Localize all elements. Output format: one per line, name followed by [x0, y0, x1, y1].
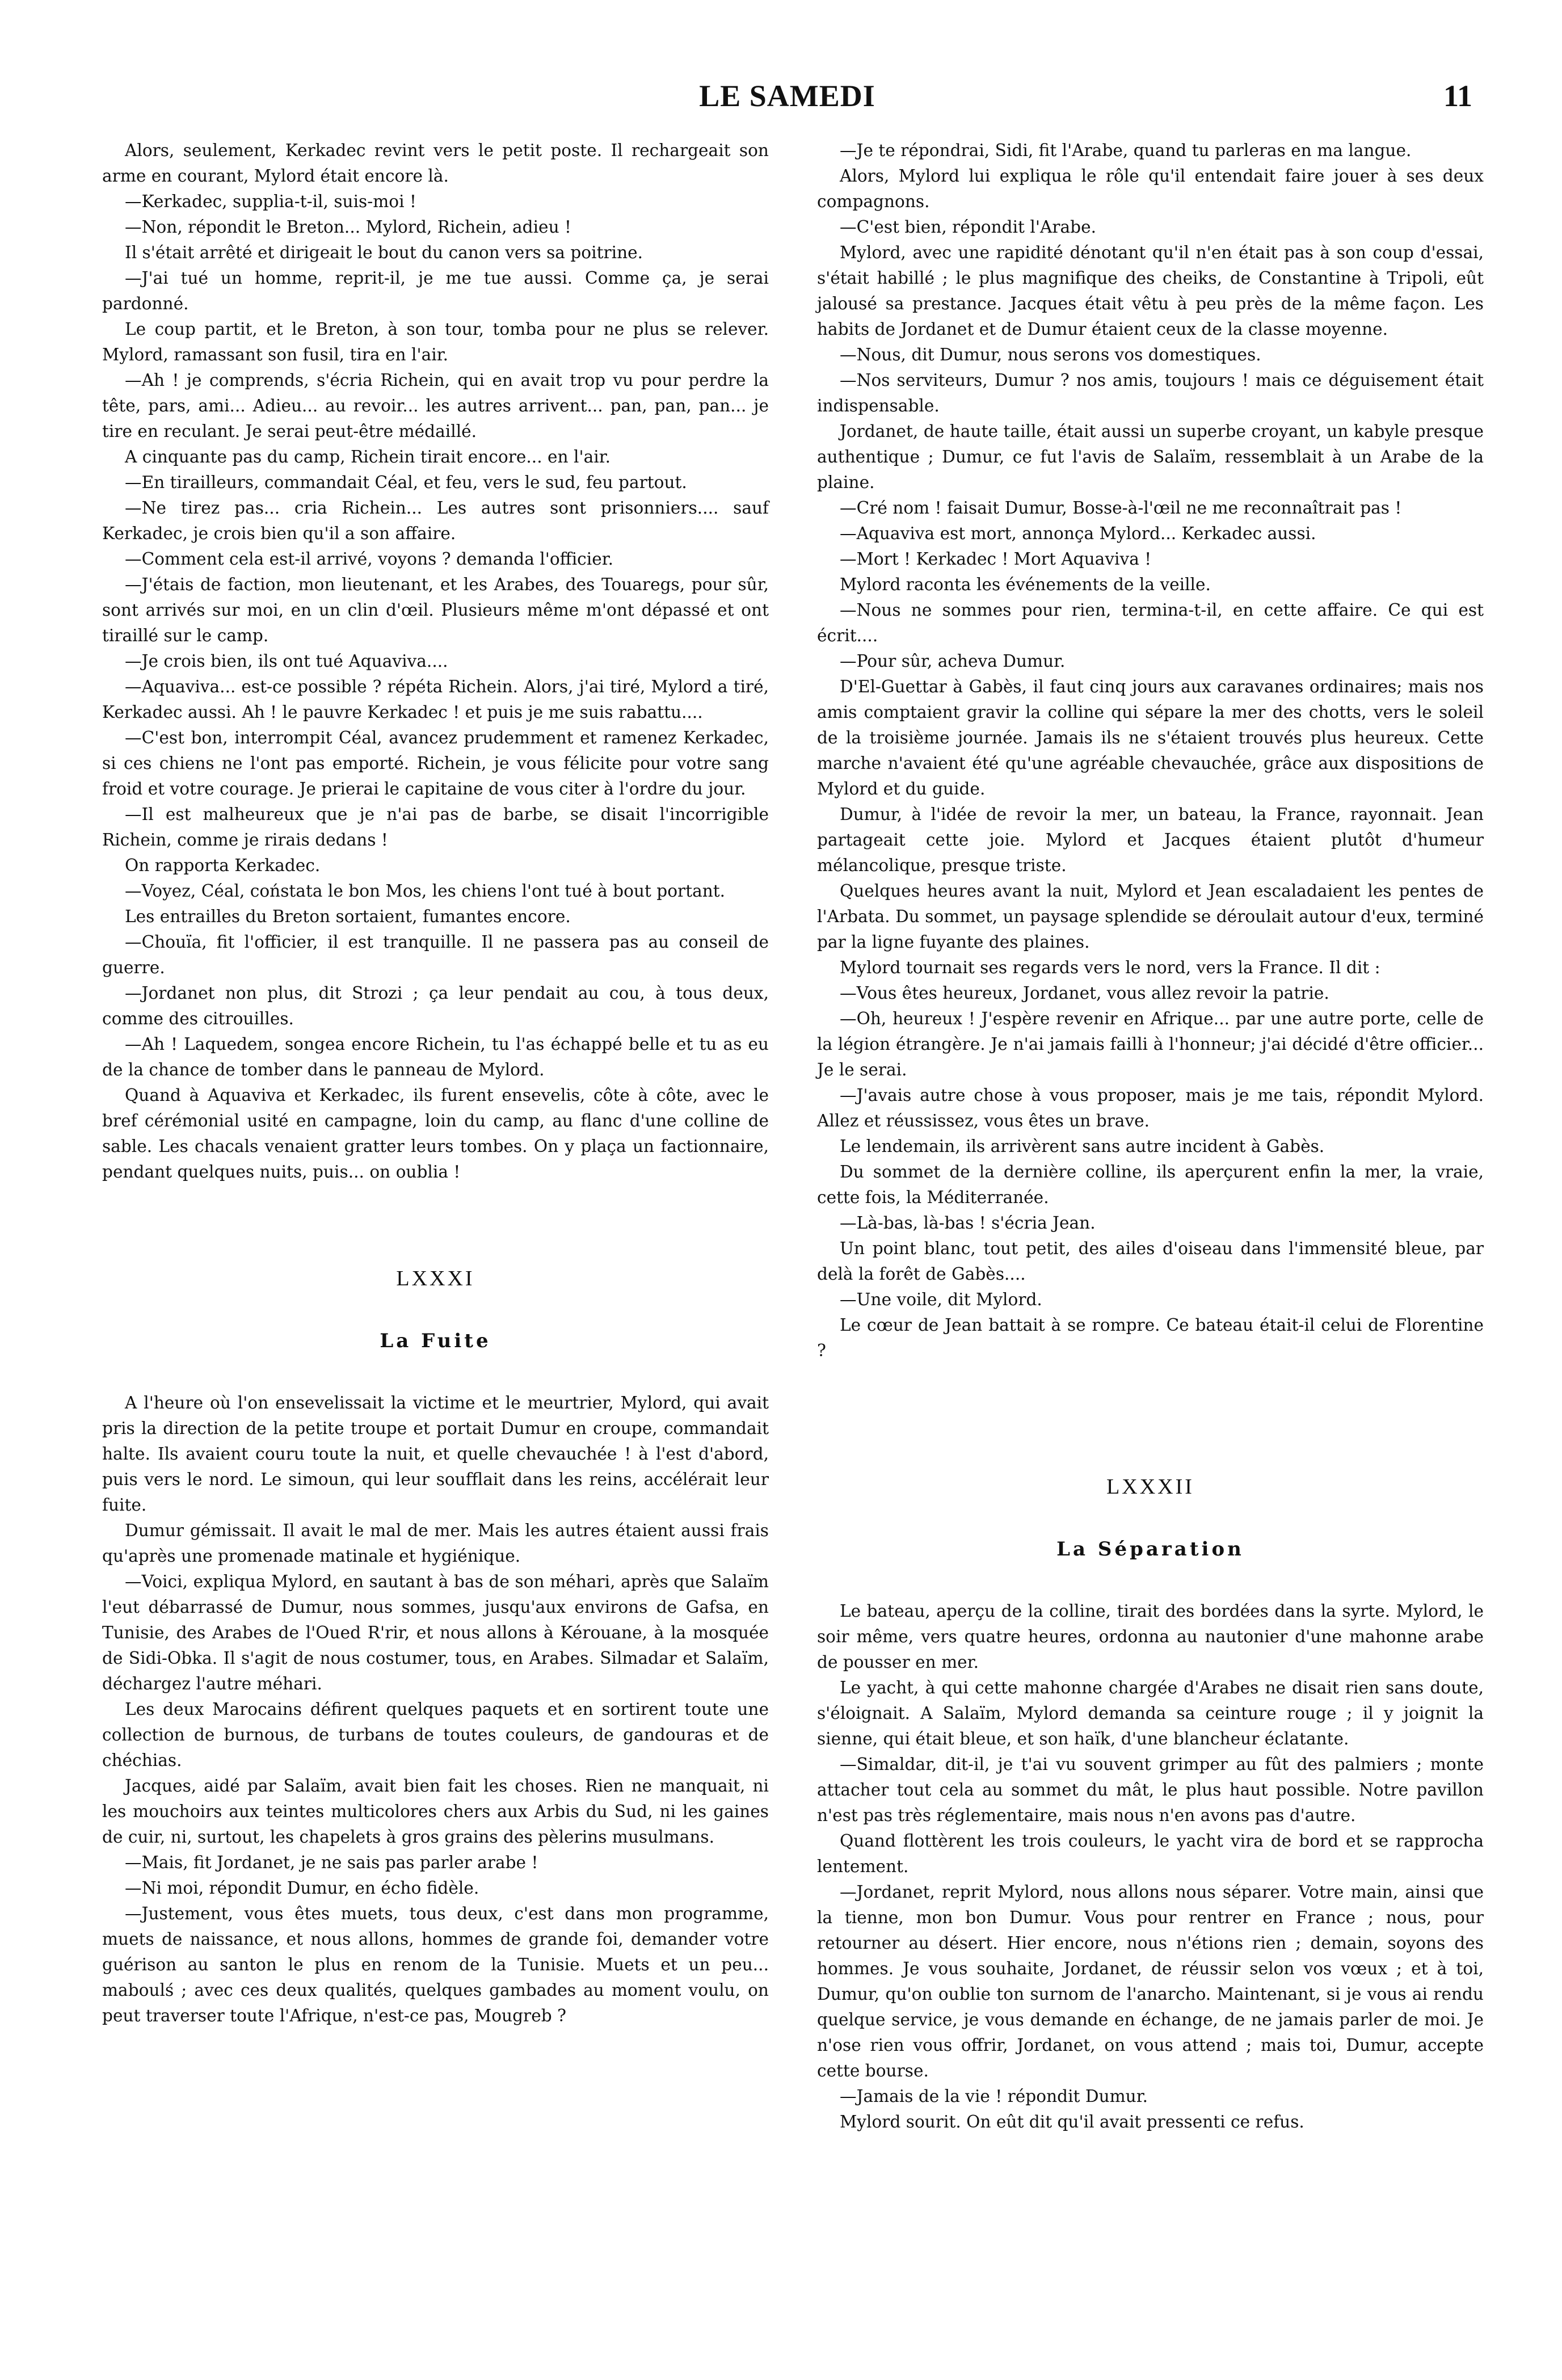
paragraph: —J'avais autre chose à vous proposer, mais je me tais, répondit Mylord. Allez et réussissez, vous êtes un brave. — [817, 1086, 1484, 1130]
paragraph: Mylord, avec une rapidité dénotant qu'il n'en était pas à son coup d'essai, s'était habillé ; le plus magnifique des cheiks, de Constantine à Tripoli, eût jalousé sa prestance. Jacques était vêtu à peu près de la même façon. Les habits de Jordanet et de Dumur étaient ceux de la classe moyenne. — [817, 243, 1484, 339]
paragraph: On rapporta Kerkadec. — [125, 856, 321, 875]
chapter-number-lxxxi: LXXXI — [396, 1267, 475, 1290]
paragraph: Quand à Aquaviva et Kerkadec, ils furent ensevelis, côte à côte, avec le bref cérémonial usité en campagne, loin du camp, au flanc d'une colline de sable. Les chacals venaient gratter leurs tombes. On y plaça un factionnaire, pendant quelques nuits, puis... on oublia ! — [102, 1086, 769, 1181]
paragraph: —Justement, vous êtes muets, tous deux, c'est dans mon programme, muets de naissance, et nous allons, hommes de grande foi, demander votre guérison au santon le plus en renom de la Tunisie. Muets et un peu... maboulś ; avec ces deux qualités, quelques gambades au moment voulu, on peut traverser toute l'Afrique, n'est-ce pas, Mougreb ? — [102, 1904, 769, 2025]
chapter-number-lxxxii: LXXXII — [1106, 1475, 1194, 1499]
paragraph: —Simaldar, dit-il, je t'ai vu souvent grimper au fût des palmiers ; monte attacher tout cela au sommet du mât, le plus haut possible. Notre pavillon n'est pas très réglementaire, mais nous n'en avons pas d'autre. — [817, 1755, 1484, 1825]
paragraph: —Kerkadec, supplia-t-il, suis-moi ! — [125, 192, 416, 211]
paragraph: Dumur, à l'idée de revoir la mer, un bateau, la France, rayonnait. Jean partageait cette joie. Mylord et Jacques étaient plutôt d'humeur mélancolique, presque triste. — [817, 805, 1484, 875]
paragraph: —C'est bien, répondit l'Arabe. — [840, 217, 1096, 237]
paragraph: A l'heure où l'on ensevelissait la victime et le meurtrier, Mylord, qui avait pris la direction de la petite troupe et portait Dumur en croupe, commandait halte. Ils avaient couru toute la nuit, et quelle chevauchée ! à l'est d'abord, puis vers le nord. Le simoun, qui leur soufflait dans les reins, accélérait leur fuite. — [102, 1393, 769, 1515]
paragraph: —Voici, expliqua Mylord, en sautant à bas de son méhari, après que Salaïm l'eut débarrassé de Dumur, nous sommes, jusqu'aux environs de Gafsa, en Tunisie, des Arabes de l'Oued R'rir, et nous allons à Kérouane, à la mosquée de Sidi-Obka. Il s'agit de nous costumer, tous, en Arabes. Silmadar et Salaïm, déchargez l'autre méhari. — [102, 1572, 769, 1693]
paragraph: —Jamais de la vie ! répondit Dumur. — [840, 2087, 1148, 2106]
paragraph: —Vous êtes heureux, Jordanet, vous allez revoir la patrie. — [840, 983, 1329, 1003]
page-header — [102, 73, 1472, 118]
right-column-text-top — [817, 138, 1484, 1364]
paragraph: Le bateau, aperçu de la colline, tirait des bordées dans la syrte. Mylord, le soir même, vers quatre heures, ordonna au nautonier d'une mahonne arabe de pousser en mer. — [817, 1601, 1484, 1672]
paragraph: Dumur gémissait. Il avait le mal de mer. Mais les autres étaient aussi frais qu'après une promenade matinale et hygiénique. — [102, 1521, 769, 1566]
paragraph: Un point blanc, tout petit, des ailes d'oiseau dans l'immensité bleue, par delà la forêt de Gabès.... — [817, 1239, 1484, 1284]
paragraph: Alors, seulement, Kerkadec revint vers le petit poste. Il rechargeait son arme en courant, Mylord était encore là. — [102, 141, 769, 186]
newspaper-title: LE SAMEDI — [699, 79, 875, 113]
paragraph: Jordanet, de haute taille, était aussi un superbe croyant, un kabyle presque authentique ; Dumur, ce fut l'avis de Salaïm, ressemblait à un Arabe de la plaine. — [817, 422, 1484, 492]
chapter-title-la-separation: La Séparation — [1056, 1538, 1244, 1561]
paragraph: —Je te répondrai, Sidi, fit l'Arabe, quand tu parleras en ma langue. — [840, 141, 1412, 160]
paragraph: —Mais, fit Jordanet, je ne sais pas parler arabe ! — [125, 1853, 538, 1872]
chapter-title-la-fuite: La Fuite — [380, 1330, 491, 1352]
paragraph: —C'est bon, interrompit Céal, avancez prudemment et ramenez Kerkadec, si ces chiens ne l'ont pas emporté. Richein, je vous félicite pour votre sang froid et votre courage. Je prierai le capitaine de vous citer à l'ordre du jour. — [102, 728, 769, 798]
left-column-text-top — [102, 138, 769, 1185]
paragraph: —Mort ! Kerkadec ! Mort Aquaviva ! — [840, 549, 1152, 569]
paragraph: —Cré nom ! faisait Dumur, Bosse-à-l'œil ne me reconnaîtrait pas ! — [840, 498, 1402, 518]
paragraph: —Pour sûr, acheva Dumur. — [840, 651, 1066, 671]
right-column-text-bottom — [817, 1599, 1484, 2135]
paragraph: Jacques, aidé par Salaïm, avait bien fait les choses. Rien ne manquait, ni les mouchoirs aux teintes multicolores chers aux Arbis du Sud, ni les gaines de cuir, ni, surtout, les chapelets à gros grains des pèlerins musulmans. — [102, 1776, 769, 1847]
paragraph: —En tirailleurs, commandait Céal, et feu, vers le sud, feu partout. — [125, 473, 687, 492]
paragraph: —Non, répondit le Breton... Mylord, Richein, adieu ! — [125, 217, 571, 237]
left-column-text-bottom — [102, 1390, 769, 2029]
paragraph: A cinquante pas du camp, Richein tirait encore... en l'air. — [125, 447, 611, 466]
left-column — [102, 138, 769, 2029]
paragraph: —Nous ne sommes pour rien, termina-t-il, en cette affaire. Ce qui est écrit.... — [817, 600, 1484, 645]
paragraph: —J'étais de faction, mon lieutenant, et les Arabes, des Touaregs, pour sûr, sont arrivés sur moi, en un clin d'œil. Plusieurs même m'ont dépassé et ont tiraillé sur le camp. — [102, 575, 769, 645]
paragraph: —Nous, dit Dumur, nous serons vos domestiques. — [840, 345, 1261, 364]
paragraph: —Oh, heureux ! J'espère revenir en Afrique... par une autre porte, celle de la légion étrangère. Je n'ai jamais failli à l'honneur; j'ai décidé d'être officier... Je le serai. — [817, 1009, 1484, 1079]
page-number: 11 — [1443, 79, 1472, 113]
paragraph: —Ne tirez pas... cria Richein... Les autres sont prisonniers.... sauf Kerkadec, je crois bien qu'il a son affaire. — [102, 498, 769, 543]
paragraph: —Voyez, Céal, coństata le bon Mos, les chiens l'ont tué à bout portant. — [125, 881, 726, 901]
paragraph: —J'ai tué un homme, reprit-il, je me tue aussi. Comme ça, je serai pardonné. — [102, 268, 769, 313]
paragraph: Les entrailles du Breton sortaient, fumantes encore. — [125, 907, 571, 926]
paragraph: Le lendemain, ils arrivèrent sans autre incident à Gabès. — [840, 1137, 1325, 1156]
paragraph: —Je crois bien, ils ont tué Aquaviva.... — [125, 651, 448, 671]
paragraph: —Ah ! Laquedem, songea encore Richein, tu l'as échappé belle et tu as eu de la chance de tomber dans le panneau de Mylord. — [102, 1035, 769, 1079]
paragraph: —Comment cela est-il arrivé, voyons ? demanda l'officier. — [125, 549, 614, 569]
paragraph: —Jordanet non plus, dit Strozi ; ça leur pendait au cou, à tous deux, comme des citrouilles. — [102, 983, 769, 1028]
paragraph: Alors, Mylord lui expliqua le rôle qu'il entendait faire jouer à ses deux compagnons. — [817, 166, 1484, 211]
paragraph: Mylord sourit. On eût dit qu'il avait pressenti ce refus. — [840, 2112, 1304, 2131]
paragraph: —Ni moi, répondit Dumur, en écho fidèle. — [125, 1878, 479, 1898]
paragraph: Quelques heures avant la nuit, Mylord et Jean escaladaient les pentes de l'Arbata. Du sommet, un paysage splendide se déroulait autour d'eux, terminé par la ligne fuyante des plaines. — [817, 881, 1484, 952]
paragraph: D'El-Guettar à Gabès, il faut cinq jours aux caravanes ordinaires; mais nos amis comptaient gravir la colline qui sépare la mer des chotts, vers le soleil de la troisième journée. Jamais ils ne s'étaient trouvés plus heureux. Cette marche n'avaient été qu'une agréable chevauchée, grâce aux dispositions de Mylord et du guide. — [817, 677, 1484, 798]
paragraph: Mylord tournait ses regards vers le nord, vers la France. Il dit : — [840, 958, 1380, 977]
paragraph: —Ah ! je comprends, s'écria Richein, qui en avait trop vu pour perdre la tête, pars, ami... Adieu... au revoir... les autres arrivent... pan, pan, pan... je tire en reculant. Je serai peut-être médaillé. — [102, 371, 769, 441]
paragraph: —Chouïa, fit l'officier, il est tranquille. Il ne passera pas au conseil de guerre. — [102, 932, 769, 977]
paragraph: —Nos serviteurs, Dumur ? nos amis, toujours ! mais ce déguisement était indispensable. — [817, 371, 1484, 415]
paragraph: Quand flottèrent les trois couleurs, le yacht vira de bord et se rapprocha lentement. — [817, 1831, 1484, 1876]
paragraph: Le cœur de Jean battait à se rompre. Ce bateau était-il celui de Florentine ? — [817, 1315, 1484, 1360]
paragraph: Le coup partit, et le Breton, à son tour, tomba pour ne plus se relever. Mylord, ramassant son fusil, tira en l'air. — [102, 319, 769, 364]
paragraph: Mylord raconta les événements de la veille. — [840, 575, 1211, 594]
paragraph: —Une voile, dit Mylord. — [840, 1290, 1042, 1309]
paragraph: —Il est malheureux que je n'ai pas de barbe, se disait l'incorrigible Richein, comme je rirais dedans ! — [102, 805, 769, 850]
paragraph: —Jordanet, reprit Mylord, nous allons nous séparer. Votre main, ainsi que la tienne, mon bon Dumur. Vous pour rentrer en France ; nous, pour retourner au désert. Hier encore, nous n'étions rien ; demain, soyons des hommes. Je vous souhaite, Jordanet, de réussir selon vos vœux ; et à toi, Dumur, qu'on oublie ton surnom de l'anarcho. Maintenant, si je vous ai rendu quelque service, je vous demande en échange, de ne jamais parler de moi. Je n'ose rien vous offrir, Jordanet, on vous attend ; mais toi, Dumur, accepte cette bourse. — [817, 1882, 1484, 2080]
paragraph: Il s'était arrêté et dirigeait le bout du canon vers sa poitrine. — [125, 243, 643, 262]
paragraph: Le yacht, à qui cette mahonne chargée d'Arabes ne disait rien sans doute, s'éloignait. A Salaïm, Mylord demanda sa ceinture rouge ; il y joignit la sienne, qui était bleue, et son haïk, d'une blancheur éclatante. — [817, 1678, 1484, 1748]
paragraph: Du sommet de la dernière colline, ils aperçurent enfin la mer, la vraie, cette fois, la Méditerranée. — [817, 1162, 1484, 1207]
paragraph: —Aquaviva est mort, annonça Mylord... Kerkadec aussi. — [840, 524, 1316, 543]
paragraph: —Là-bas, là-bas ! s'écria Jean. — [840, 1213, 1096, 1233]
right-column — [817, 138, 1484, 2135]
paragraph: Les deux Marocains défirent quelques paquets et en sortirent toute une collection de burnous, de turbans de toutes couleurs, de gandouras et de chéchias. — [102, 1700, 769, 1770]
paragraph: —Aquaviva... est-ce possible ? répéta Richein. Alors, j'ai tiré, Mylord a tiré, Kerkadec aussi. Ah ! le pauvre Kerkadec ! et puis je me suis rabattu.... — [102, 677, 769, 722]
